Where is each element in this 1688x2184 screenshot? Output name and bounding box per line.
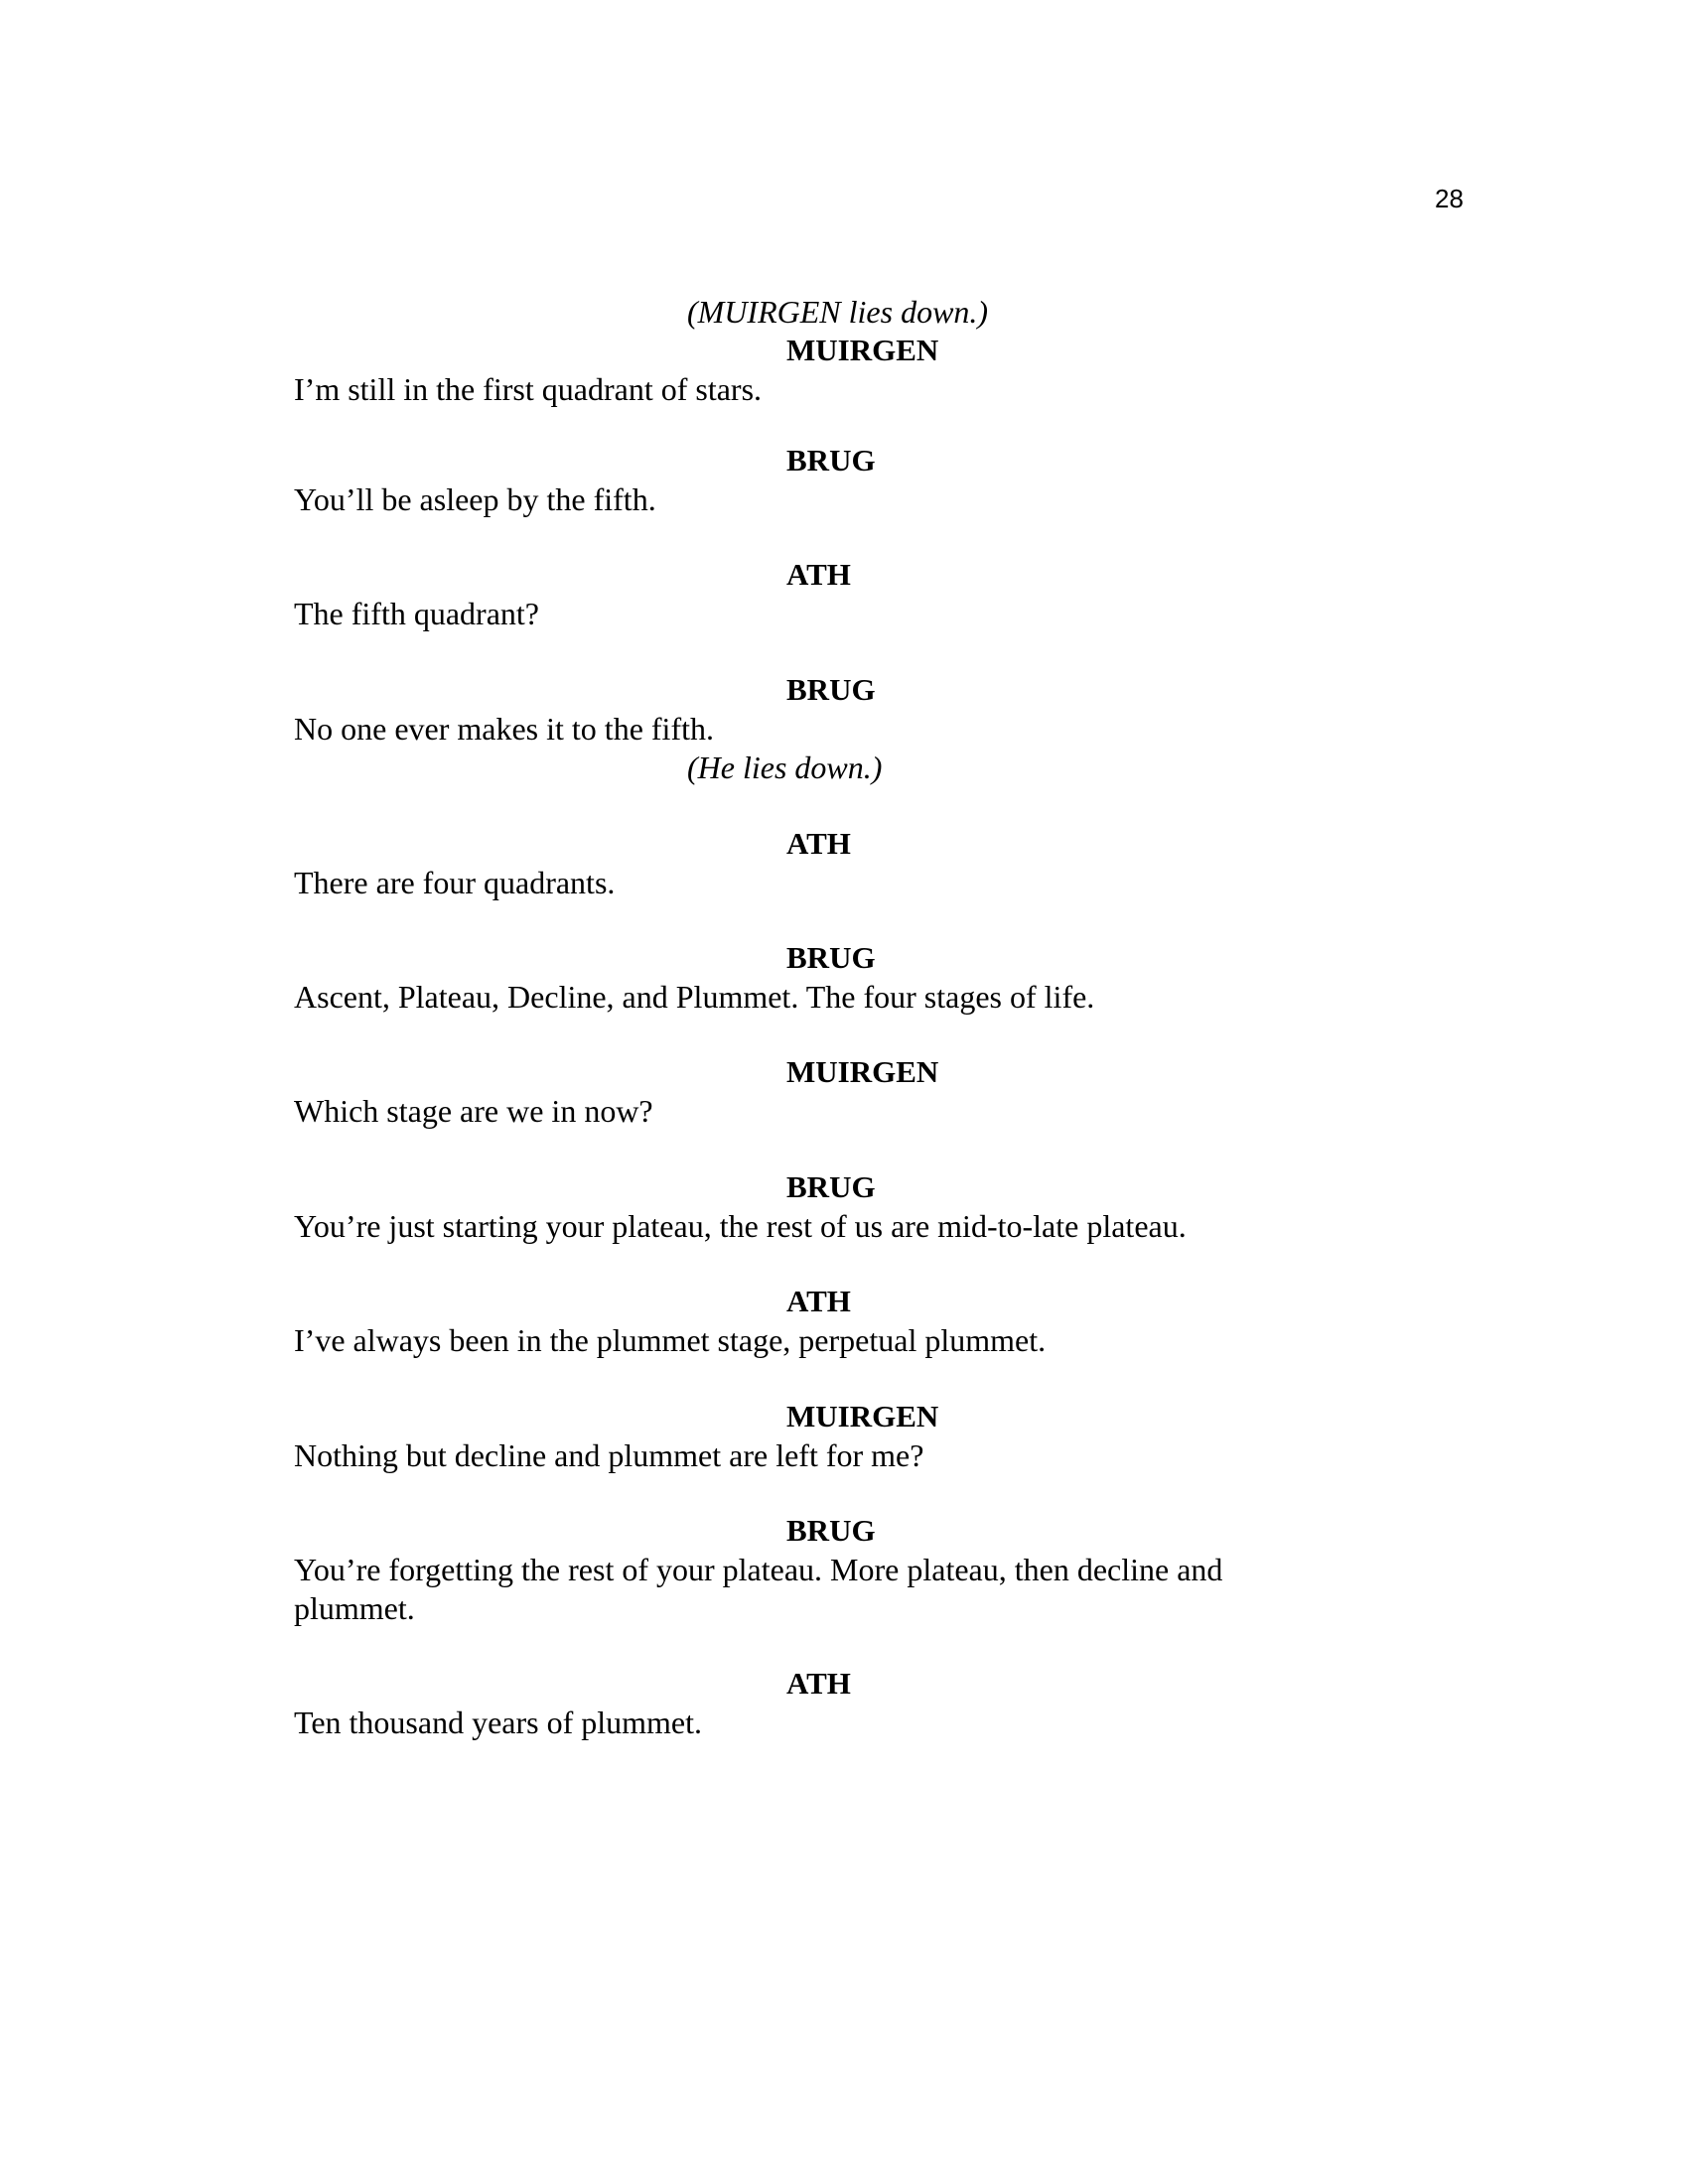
dialogue-line: You’ll be asleep by the fifth. — [294, 481, 656, 517]
dialogue-line: Nothing but decline and plummet are left for me? — [294, 1437, 924, 1473]
dialogue-line: I’m still in the first quadrant of stars. — [294, 371, 763, 407]
dialogue-line: Which stage are we in now? — [294, 1093, 653, 1129]
dialogue-line: Ascent, Plateau, Decline, and Plummet. The four stages of life. — [294, 979, 1095, 1015]
speaker-name: BRUG — [786, 1513, 876, 1548]
dialogue-line: You’re forgetting the rest of your plateau. More plateau, then decline and — [294, 1552, 1223, 1587]
speaker-name: ATH — [786, 826, 851, 861]
speaker-name: MUIRGEN — [786, 333, 939, 367]
speaker-name: BRUG — [786, 672, 876, 707]
dialogue-line: Ten thousand years of plummet. — [294, 1705, 702, 1740]
speaker-name: MUIRGEN — [786, 1054, 939, 1089]
dialogue-line: No one ever makes it to the fifth. — [294, 711, 714, 747]
dialogue-line: The fifth quadrant? — [294, 596, 539, 631]
page-number: 28 — [1435, 184, 1464, 213]
speaker-name: BRUG — [786, 1169, 876, 1204]
dialogue-line: plummet. — [294, 1590, 415, 1626]
speaker-name: ATH — [786, 1666, 851, 1701]
stage-direction: (He lies down.) — [687, 750, 883, 785]
dialogue-line: There are four quadrants. — [294, 865, 616, 900]
dialogue-line: I’ve always been in the plummet stage, perpetual plummet. — [294, 1322, 1047, 1358]
dialogue-line: You’re just starting your plateau, the rest of us are mid-to-late plateau. — [294, 1208, 1187, 1244]
speaker-name: ATH — [786, 557, 851, 592]
speaker-name: BRUG — [786, 443, 876, 478]
speaker-name: ATH — [786, 1284, 851, 1318]
speaker-name: MUIRGEN — [786, 1399, 939, 1433]
stage-direction: (MUIRGEN lies down.) — [687, 294, 989, 330]
speaker-name: BRUG — [786, 940, 876, 975]
